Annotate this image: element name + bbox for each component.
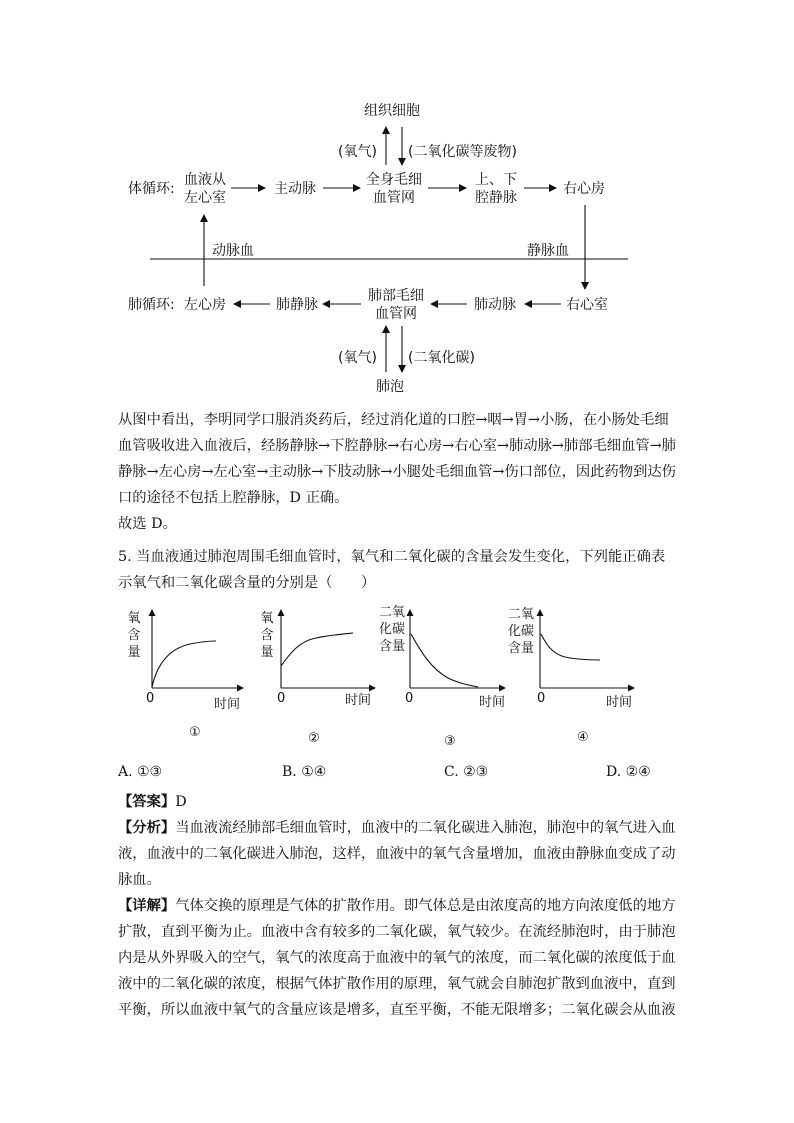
- graph4-origin: 0: [537, 691, 546, 706]
- graph4-ylabel: [505, 606, 537, 657]
- answer-line: [118, 789, 678, 815]
- option-d[interactable]: D. ②④: [606, 764, 651, 780]
- systemic-circulation-label: 体循环:: [128, 181, 175, 197]
- answer-tag: 【答案】: [118, 794, 176, 810]
- graph3-number: ③: [444, 734, 456, 749]
- vena-cava-line1: 上、下: [475, 172, 517, 188]
- option-c[interactable]: C. ②③: [444, 764, 489, 780]
- tissue-cells-label: 组织细胞: [364, 103, 420, 119]
- graph4-ylabel-line1: 二氧: [507, 607, 534, 622]
- graph3-ylabel-line2: 化碳: [378, 622, 405, 637]
- graph1-ylabel-line2: 含: [127, 628, 141, 643]
- oxygen-bottom-label: (氧气): [338, 350, 377, 366]
- graph1-ylabel-line1: 氧: [127, 611, 141, 626]
- analysis-tag: 【分析】: [118, 820, 176, 836]
- pulmonary-circulation-label: 肺循环:: [128, 297, 175, 313]
- body-capillary-line1: 全身毛细: [366, 172, 422, 188]
- left-atrium-label: 左心房: [184, 297, 226, 313]
- graph2-ylabel-line1: 氧: [260, 611, 274, 626]
- graph1-ylabel-line3: 量: [127, 645, 141, 660]
- graph3-origin: 0: [405, 691, 414, 706]
- question-text: 5. 当血液通过肺泡周围毛细血管时，氧气和二氧化碳的含量会发生变化，下列能正确表示氧气和二氧化碳含量的分别是（ ）: [118, 549, 666, 591]
- graph4-curve: [541, 634, 600, 660]
- right-ventricle-label: 右心室: [566, 297, 608, 313]
- lung-capillary-line2: 血管网: [375, 306, 417, 322]
- venous-blood-label: 静脉血: [527, 243, 569, 259]
- answer-value: D: [175, 794, 187, 810]
- graph1-number: ①: [189, 725, 201, 740]
- graph3-ylabel-line3: 含量: [378, 639, 405, 654]
- option-a[interactable]: A. ①③: [118, 764, 163, 780]
- alveoli-label: 肺泡: [376, 379, 404, 395]
- aorta-label: 主动脉: [274, 181, 316, 197]
- co2-waste-label: (二氧化碳等废物): [408, 144, 517, 160]
- option-b[interactable]: B. ①④: [282, 764, 327, 780]
- graph4-ylabel-line2: 化碳: [507, 624, 534, 639]
- graph4-number: ④: [577, 730, 589, 745]
- analysis-text: 当血液流经肺部毛细血管时，血液中的二氧化碳进入肺泡，肺泡中的氧气进入血液，血液中的二氧化碳进入肺泡，这样，血液中的氧气含量增加，血液由静脉血变成了动脉血。: [118, 820, 676, 888]
- right-atrium-label: 右心房: [563, 181, 605, 197]
- graph2-ylabel-line2: 含: [260, 628, 274, 643]
- choose-line: 故选 D。: [118, 516, 177, 532]
- blood-from-line2: 左心室: [184, 190, 226, 206]
- graph2-ylabel: [257, 610, 277, 661]
- oxygen-top-label: (氧气): [338, 144, 377, 160]
- vena-cava-line2: 腔静脉: [475, 190, 517, 206]
- co2-bottom-label: (二氧化碳): [408, 350, 475, 366]
- graph1-xlabel: 时间: [214, 697, 241, 712]
- body-capillary-line2: 血管网: [373, 190, 415, 206]
- graph1-origin: 0: [146, 691, 155, 706]
- graph1-curve: [152, 641, 216, 687]
- blood-from-line1: 血液从: [184, 172, 226, 188]
- pulmonary-vein-label: 肺静脉: [276, 297, 318, 313]
- graph2-xlabel: 时间: [345, 693, 372, 708]
- graph4-xlabel: 时间: [606, 695, 633, 710]
- detail-tag: 【详解】: [118, 898, 176, 914]
- detail-block: [118, 893, 678, 1023]
- graph2-ylabel-line3: 量: [260, 645, 274, 660]
- detail-text: 气体交换的原理是气体的扩散作用。即气体总是由浓度高的地方向浓度低的地方扩散，直到平衡为止。血液中含有较多的二氧化碳，氧气较少。在流经肺泡时，由于肺泡内是从外界吸入的空气，氧气的浓度高于血液中的氧气的浓度，而二氧化碳的浓度低于血液中的二氧化碳的浓度，根据气体扩散作用的原理，氧气就会自肺泡扩散到血液中，直到平衡，所以血液中氧气的含量应该是增多，直至平衡，不能无限增多；二氧化碳会从血液: [118, 898, 676, 1018]
- graph3-xlabel: 时间: [479, 695, 506, 710]
- arterial-blood-label: 动脉血: [212, 243, 254, 259]
- graph3-curve: [411, 634, 478, 687]
- graph2-number: ②: [308, 731, 320, 746]
- graph3-ylabel-line1: 二氧: [378, 605, 405, 620]
- graph4-ylabel-line3: 含量: [507, 641, 534, 656]
- graph2-curve: [281, 633, 353, 666]
- graph3-ylabel: [376, 604, 408, 655]
- explanation-paragraph: 从图中看出，李明同学口服消炎药后，经过消化道的口腔→咽→胃→小肠，在小肠处毛细血管吸收进入血液后，经肠静脉→下腔静脉→右心房→右心室→肺动脉→肺部毛细血管→肺静脉→左心房→左心室→主动脉→下肢动脉→小腿处毛细血管→伤口部位，因此药物到达伤口的途径不包括上腔静脉，D 正确。: [118, 412, 676, 506]
- pulmonary-artery-label: 肺动脉: [474, 297, 516, 313]
- graph2-origin: 0: [277, 691, 286, 706]
- analysis-block: [118, 815, 678, 893]
- lung-capillary-line1: 肺部毛细: [368, 288, 424, 304]
